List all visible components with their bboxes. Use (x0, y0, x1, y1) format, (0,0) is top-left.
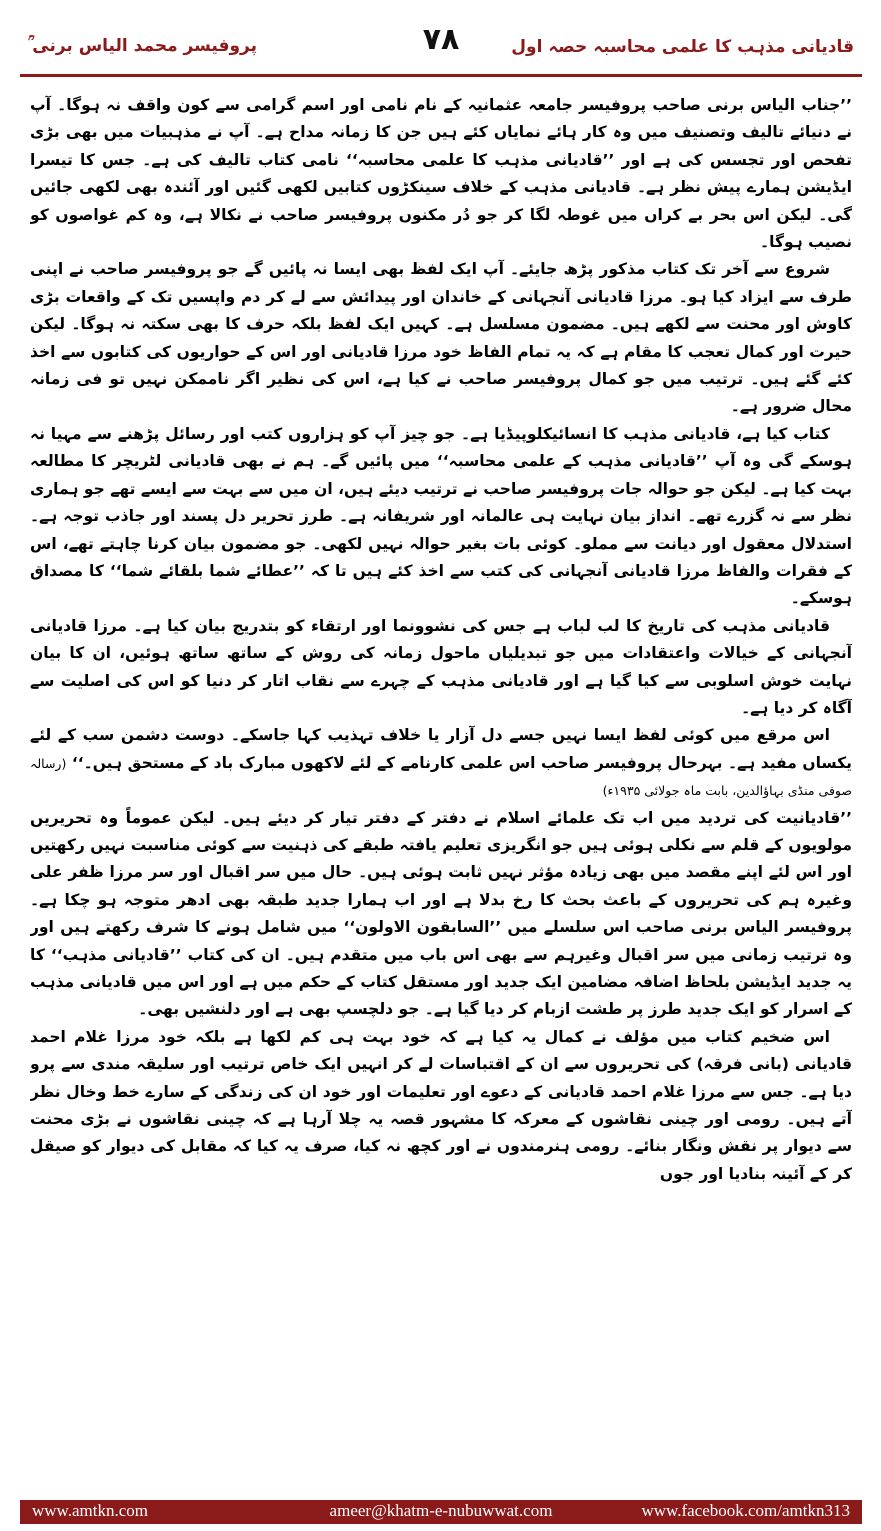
author-name: پروفیسر محمد الیاس برنی ؒ (28, 36, 258, 56)
paragraph-2: شروع سے آخر تک کتاب مذکور پڑھ جایئے۔ آپ ایک لفظ بھی ایسا نہ پائیں گے جو پروفیسر صاحب نے اپنی طرف سے ایزاد کیا ہو۔ مرزا قادیانی آنجہانی کے خاندان اور پیدائش سے لے کر دم واپسیں تک کے واقعات بڑی کاوش اور محنت سے لکھے ہیں۔ مضمون مسلسل ہے۔ کہیں ایک لفظ بلکہ حرف کا بھی سکتہ نہ ہوگا۔ لیکن حیرت اور کمال تعجب کا مقام ہے کہ یہ تمام الفاظ خود مرزا قادیانی اور اس کے حواریوں کی کتابوں سے اخذ کئے گئے ہیں۔ ترتیب میں جو کمال پروفیسر صاحب نے کیا ہے، اس کی نظیر اگر ناممکن نہیں تو فی زمانہ محال ضرور ہے۔ (30, 260, 852, 416)
header-divider (20, 74, 862, 77)
paragraph-4: قادیانی مذہب کی تاریخ کا لب لباب ہے جس کی نشوونما اور ارتقاء کو بتدریج بیان کیا ہے۔ مرزا قادیانی آنجہانی کے خیالات واعتقادات میں جو تبدیلیاں ماحول زمانہ کی روش کے ساتھ ساتھ ہوئیں، ان کا بیان نہایت خوش اسلوبی سے کیا گیا ہے اور قادیانی مذہب کے چہرے سے نقاب اتار کر دنیا کو اس کی اصلیت سے آگاہ کر دیا ہے۔ (30, 616, 852, 717)
page-header (20, 18, 862, 74)
footer-website-link[interactable]: www.amtkn.com (32, 1501, 148, 1520)
paragraph-1: ’’جناب الیاس برنی صاحب پروفیسر جامعہ عثمانیہ کے نام نامی اور اسم گرامی سے کون واقف نہ ہوگا۔ آپ نے دنیائے تالیف وتصنیف میں وہ کار ہائے نمایاں کئے ہیں جن کا زمانہ مداح ہے۔ آپ نے مذہبیات میں بھی بڑی تفحص اور تجسس کی ہے اور ’’قادیانی مذہب کا علمی محاسبہ‘‘ نامی کتاب تالیف کی ہے۔ جس کا تیسرا ایڈیشن ہمارے پیش نظر ہے۔ قادیانی مذہب کے خلاف سینکڑوں کتابیں لکھی گئیں اور آئندہ بھی لکھی جائیں گی۔ لیکن اس بحر بے کراں میں غوطہ لگا کر جو دُر مکنوں پروفیسر صاحب نے نکالا ہے، وہ کم غواصوں کو نصیب ہوگا۔ (30, 96, 852, 252)
paragraph-3: کتاب کیا ہے، قادیانی مذہب کا انسائیکلوپیڈیا ہے۔ جو چیز آپ کو ہزاروں کتب اور رسائل پڑھنے سے مہیا نہ ہوسکے گی وہ آپ ’’قادیانی مذہب کے علمی محاسبہ‘‘ میں پائیں گے۔ ہم نے بھی قادیانی لٹریچر کا مطالعہ بہت کیا ہے۔ لیکن جو حوالہ جات پروفیسر صاحب نے ترتیب دیئے ہیں، ان میں سے بہت سے ایسے تھے جو ہماری نظر سے نہ گزرے تھے۔ انداز بیان نہایت ہی عالمانہ اور شریفانہ ہے۔ طرز تحریر دل پسند اور جاذب توجہ ہے۔ استدلال معقول اور دیانت سے مملو۔ کوئی بات بغیر حوالہ نہیں لکھی۔ جو مضمون بیان کرنا چاہتے تھے، اس کے فقرات والفاظ مرزا قادیانی آنجہانی کی کتب سے اخذ کئے ہیں تا کہ ’’عطائے شما بلقائے شما‘‘ کا مصداق ہوسکے۔ (30, 424, 852, 608)
citation: (رسالہ صوفی منڈی بہاؤالدین، بابت ماہ جولائی ۱۹۳۵ء) (30, 755, 852, 799)
page-number: ۷۸ (422, 22, 460, 57)
paragraph-7: اس ضخیم کتاب میں مؤلف نے کمال یہ کیا ہے کہ خود بہت ہی کم لکھا ہے بلکہ خود مرزا غلام احمد قادیانی (بانی فرقہ) کی تحریروں سے ان کے اقتباسات لے کر انہیں ایک خاص ترتیب اور سلیقہ مندی سے پرو دیا ہے۔ جس سے مرزا غلام احمد قادیانی کے دعوے اور تعلیمات اور خود ان کی زندگی کے سارے خط وخال نظر آتے ہیں۔ رومی اور چینی نقاشوں کے معرکہ کا مشہور قصہ یہ چلا آرہا ہے کہ چینی نقاشوں نے بڑی محنت سے دیوار پر نقش ونگار بنائے۔ رومی ہنرمندوں نے اور کچھ نہ کیا، صرف یہ کیا کہ مقابل کی دیوار کو صیقل کر کے آئینہ بنادیا اور جوں (30, 1027, 852, 1183)
paragraph-5-text: اس مرقع میں کوئی لفظ ایسا نہیں جسے دل آزار یا خلاف تہذیب کہا جاسکے۔ دوست دشمن سب کے لئے یکساں مفید ہے۔ بہرحال پروفیسر صاحب اس علمی کارنامے کے لئے لاکھوں مبارک باد کے مستحق ہیں۔‘‘ (30, 726, 852, 772)
paragraph-6: ’’قادیانیت کی تردید میں اب تک علمائے اسلام نے دفتر کے دفتر تیار کر دیئے ہیں۔ لیکن عموماً وہ تحریریں مولویوں کے قلم سے نکلی ہوئی ہیں جو انگریزی تعلیم یافتہ طبقے کی ذہنیت سے کوئی مناسبت نہیں رکھتیں اور اس لئے اپنے مقصد میں بھی زیادہ مؤثر نہیں ثابت ہوئی ہیں۔ حال میں سر اقبال اور سر مرزا ظفر علی وغیرہ ہم کی تحریروں کے باعث بحث کا رخ بدلا ہے اور اب ہمارا جدید طبقہ بھی ادھر متوجہ ہو چکا ہے۔ پروفیسر الیاس برنی صاحب اس سلسلے میں ’’السابقون الاولون‘‘ میں شامل ہونے کا شرف رکھتے ہیں اور وہ ترتیب زمانی میں سر اقبال وغیرہم سے بھی اس باب میں متقدم ہیں۔ ان کی کتاب ’’قادیانی مذہب‘‘ کا یہ جدید ایڈیشن بلحاظ اضافہ مضامین ایک جدید اور مستقل کتاب کے حکم میں ہے اور اس میں قادیانی مذہب کے اسرار کو ایک جدید طرز پر طشت ازبام کر دیا گیا ہے۔ جو دلچسپ بھی ہے اور دلنشیں بھی۔ (30, 808, 852, 1019)
book-title: قادیانی مذہب کا علمی محاسبہ حصہ اول (511, 37, 854, 57)
body-text (30, 92, 852, 1457)
paragraph-5 (30, 722, 852, 804)
footer-email-link[interactable]: ameer@khatm-e-nubuwwat.com (329, 1501, 553, 1520)
page-footer (20, 1500, 862, 1524)
footer-facebook-link[interactable]: www.facebook.com/amtkn313 (641, 1501, 850, 1520)
